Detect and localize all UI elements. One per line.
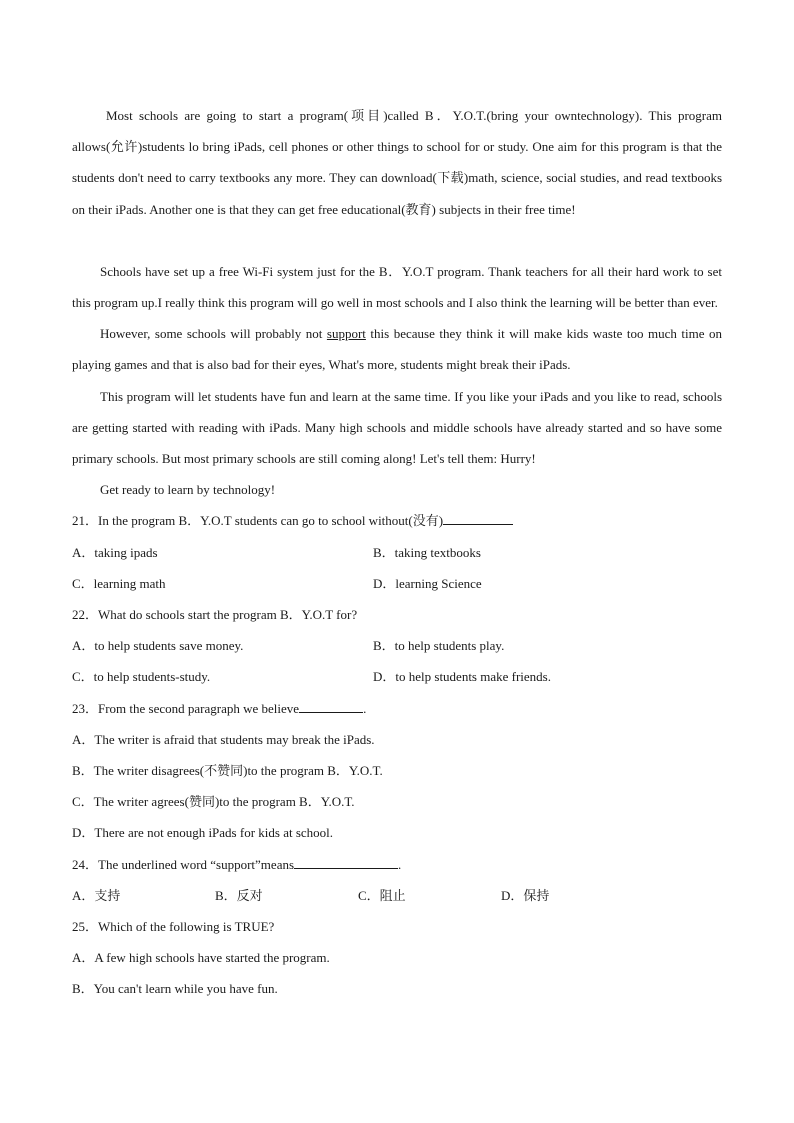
question-23-option-d[interactable]: D．There are not enough iPads for kids at school. bbox=[72, 825, 334, 841]
question-22-option-b[interactable]: B．to help students play. bbox=[373, 638, 505, 654]
question-24-stem: 24．The underlined word “support”means bbox=[72, 856, 295, 872]
underlined-word-support: support bbox=[326, 326, 366, 342]
question-23-option-a[interactable]: A．The writer is afraid that students may break the iPads. bbox=[72, 731, 375, 747]
question-23 bbox=[72, 693, 722, 724]
answer-blank[interactable] bbox=[299, 699, 363, 713]
question-21-options-row-1 bbox=[72, 537, 722, 568]
question-25-stem: 25．Which of the following is TRUE? bbox=[72, 919, 275, 935]
question-21-option-b[interactable]: B．taking textbooks bbox=[373, 544, 481, 560]
passage-paragraph-4: This program will let students have fun and learn at the same time. If you like your iPads and you like to read, schools are getting started with reading with iPads. Many high schools and middle schools have already started and so have some primary schools. But most primary schools are still coming along! Let's tell them: Hurry! bbox=[72, 388, 722, 467]
passage-paragraph-2: Schools have set up a free Wi-Fi system just for the B．Y.O.T program. Thank teachers for all their hard work to set this program up.I really think this program will go well in most schools and I also think the learning will be better than ever. bbox=[72, 263, 722, 311]
passage-paragraph-3 bbox=[72, 318, 722, 380]
question-25-option-a[interactable]: A．A few high schools have started the program. bbox=[72, 950, 330, 966]
question-22-option-c[interactable]: C．to help students-study. bbox=[72, 669, 211, 685]
question-21-option-c[interactable]: C．learning math bbox=[72, 575, 166, 591]
question-21-options-row-2 bbox=[72, 568, 722, 599]
question-21 bbox=[72, 505, 722, 536]
question-21-option-d[interactable]: D．learning Science bbox=[373, 575, 482, 591]
question-24-options-row bbox=[72, 880, 722, 911]
question-25-option-b[interactable]: B．You can't learn while you have fun. bbox=[72, 981, 278, 997]
question-22-stem: 22．What do schools start the program B．Y.O.T for? bbox=[72, 607, 358, 623]
question-24-option-a[interactable]: A．支持 bbox=[72, 887, 121, 903]
question-23-option-b[interactable]: B．The writer disagrees(不赞同)to the program B．Y.O.T. bbox=[72, 763, 383, 779]
paragraph-3-end: this because they think it will make kids waste too much time on playing games and that is also bad for their eyes, What's more, students might break their iPads. bbox=[72, 326, 722, 373]
passage-paragraph-1: Most schools are going to start a program(项目)called B．Y.O.T.(bring your owntechnology). This program allows(允许)students lo bring iPads, cell phones or other things to school for or study. One aim for this program is that the students don't need to carry textbooks any more. They can download(下载)math, science, social studies, and read textbooks on their iPads. Another one is that they can get free educational(教育) subjects in their free time! bbox=[72, 108, 722, 217]
question-22-option-a[interactable]: A．to help students save money. bbox=[72, 638, 244, 654]
answer-blank[interactable] bbox=[443, 511, 513, 525]
question-24 bbox=[72, 849, 722, 880]
paragraph-gap bbox=[72, 225, 722, 256]
question-24-option-b[interactable]: B．反对 bbox=[215, 887, 263, 903]
question-21-stem: 21．In the program B．Y.O.T students can go to school without(没有) bbox=[72, 513, 444, 529]
paragraph-3-start: However, some schools will probably not bbox=[100, 326, 327, 342]
question-24-option-d[interactable]: D．保持 bbox=[501, 887, 550, 903]
question-22-options-row-1 bbox=[72, 630, 722, 661]
answer-blank[interactable] bbox=[294, 855, 398, 869]
question-24-end: . bbox=[398, 856, 402, 872]
question-22-option-d[interactable]: D．to help students make friends. bbox=[373, 669, 551, 685]
passage-paragraph-5: Get ready to learn by technology! bbox=[100, 482, 276, 498]
question-23-end: . bbox=[363, 700, 367, 716]
question-23-option-c[interactable]: C．The writer agrees(赞同)to the program B．Y.O.T. bbox=[72, 794, 355, 810]
question-22-options-row-2 bbox=[72, 661, 722, 692]
question-23-stem: 23．From the second paragraph we believe bbox=[72, 700, 300, 716]
question-21-option-a[interactable]: A．taking ipads bbox=[72, 544, 158, 560]
question-24-option-c[interactable]: C．阻止 bbox=[358, 887, 406, 903]
